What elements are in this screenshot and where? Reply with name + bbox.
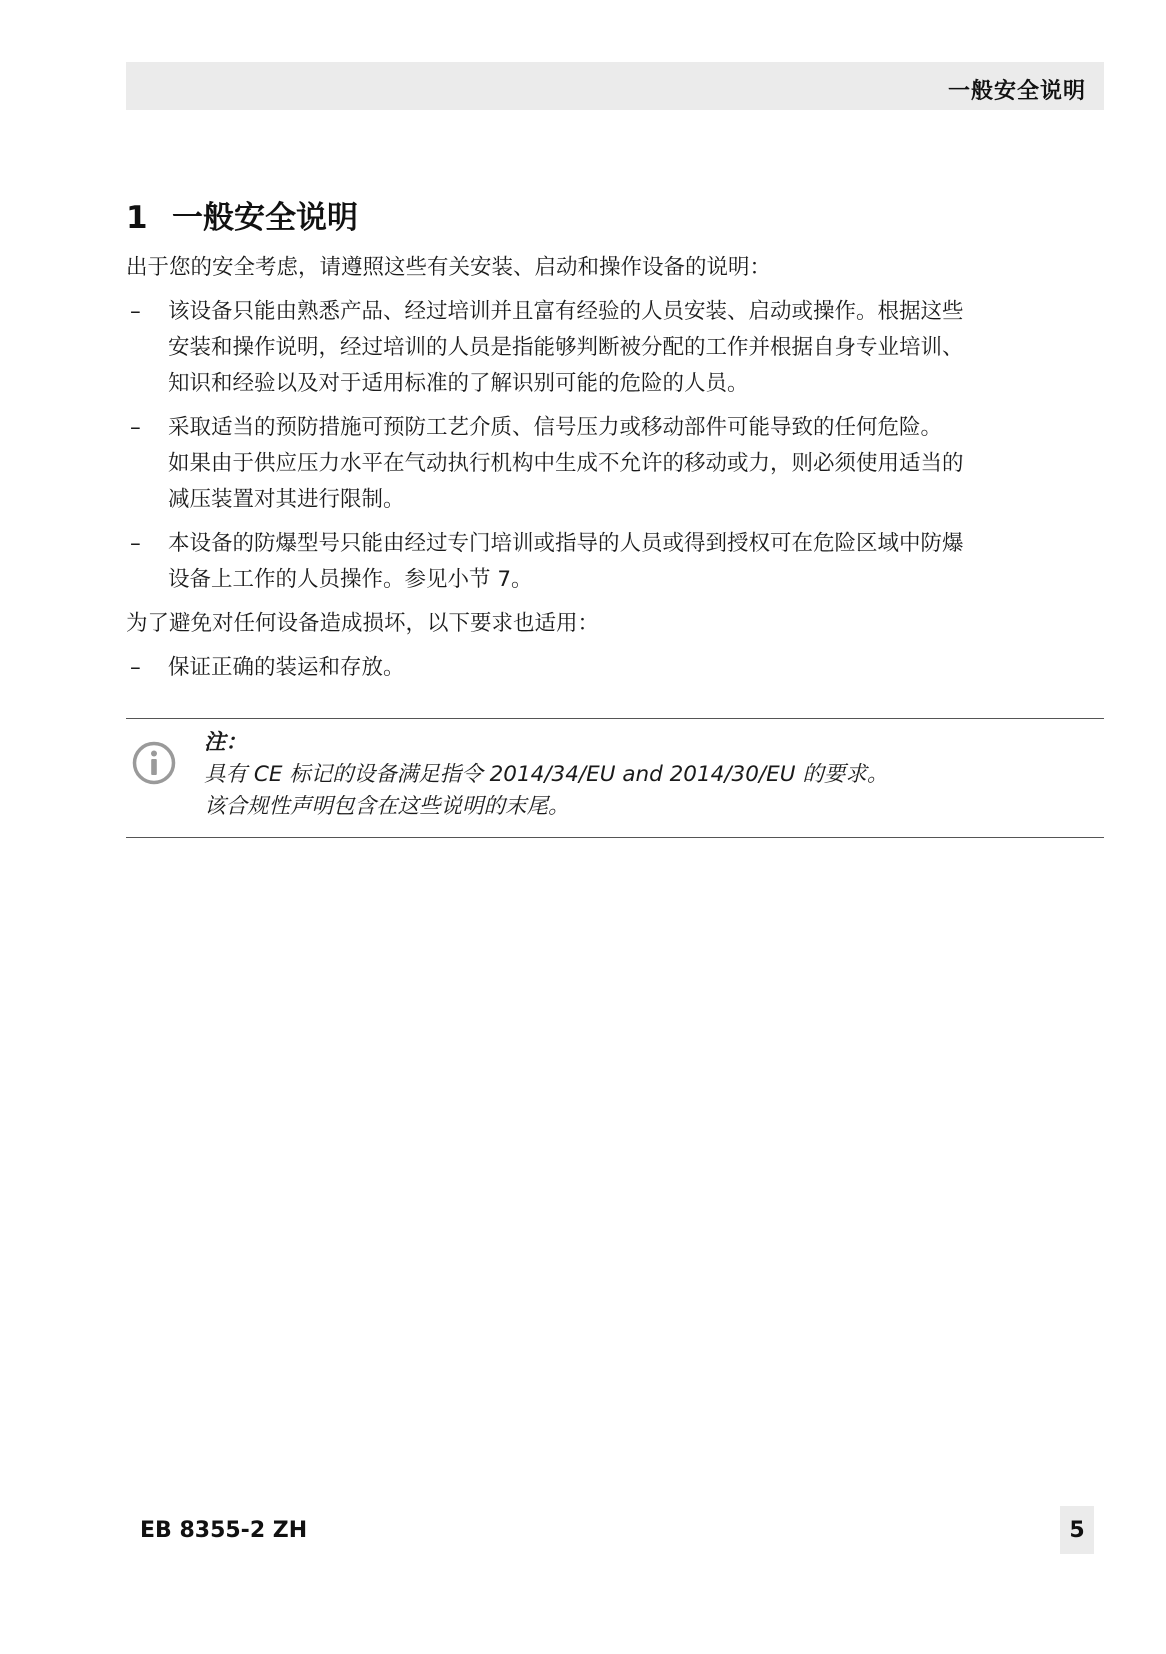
bullet-line: 如果由于供应压力水平在气动执行机构中生成不允许的移动或力，则必须使用适当的 bbox=[168, 451, 964, 476]
bullet-text bbox=[168, 294, 1096, 402]
list-item bbox=[126, 410, 1096, 518]
main-content bbox=[126, 250, 1096, 694]
page-number: 5 bbox=[1060, 1506, 1094, 1554]
note-line: 该合规性声明包含在这些说明的末尾。 bbox=[204, 794, 570, 819]
bullet-line: 知识和经验以及对于适用标准的了解识别可能的危险的人员。 bbox=[168, 371, 749, 396]
document-number: EB 8355-2 ZH bbox=[140, 1518, 308, 1543]
list-item bbox=[126, 294, 1096, 402]
note-label: 注： bbox=[204, 730, 248, 755]
intro-paragraph: 出于您的安全考虑，请遵照这些有关安装、启动和操作设备的说明： bbox=[126, 255, 772, 280]
bullet-dash: – bbox=[130, 415, 141, 440]
bullet-line: 该设备只能由熟悉产品、经过培训并且富有经验的人员安装、启动或操作。根据这些 bbox=[168, 299, 964, 324]
section-number: 1 bbox=[126, 200, 148, 236]
bullet-dash: – bbox=[130, 531, 141, 556]
bullet-text bbox=[168, 410, 1096, 518]
section-title: 一般安全说明 bbox=[172, 200, 358, 236]
page-header bbox=[126, 62, 1104, 110]
bullet-dash: – bbox=[130, 655, 141, 680]
note-text bbox=[204, 727, 888, 823]
note-line: 具有 CE 标记的设备满足指令 2014/34/EU and 2014/30/EU 的要求。 bbox=[204, 762, 889, 787]
bullet-line: 采取适当的预防措施可预防工艺介质、信号压力或移动部件可能导致的任何危险。 bbox=[168, 415, 943, 440]
second-intro-paragraph: 为了避免对任何设备造成损坏，以下要求也适用： bbox=[126, 611, 600, 636]
bullet-line: 设备上工作的人员操作。参见小节 7。 bbox=[168, 567, 533, 592]
bullet-line: 本设备的防爆型号只能由经过专门培训或指导的人员或得到授权可在危险区域中防爆 bbox=[168, 531, 964, 556]
list-item bbox=[126, 650, 1096, 686]
info-icon bbox=[132, 741, 176, 785]
bullet-text bbox=[168, 526, 1096, 598]
bullet-text bbox=[168, 650, 1096, 686]
note-box bbox=[126, 718, 1104, 838]
bullet-dash: – bbox=[130, 299, 141, 324]
bullet-line: 减压装置对其进行限制。 bbox=[168, 487, 405, 512]
header-title: 一般安全说明 bbox=[947, 79, 1086, 104]
bullet-line: 保证正确的装运和存放。 bbox=[168, 655, 405, 680]
bullet-line: 安装和操作说明，经过培训的人员是指能够判断被分配的工作并根据自身专业培训、 bbox=[168, 335, 964, 360]
section-heading bbox=[126, 192, 358, 237]
list-item bbox=[126, 526, 1096, 598]
